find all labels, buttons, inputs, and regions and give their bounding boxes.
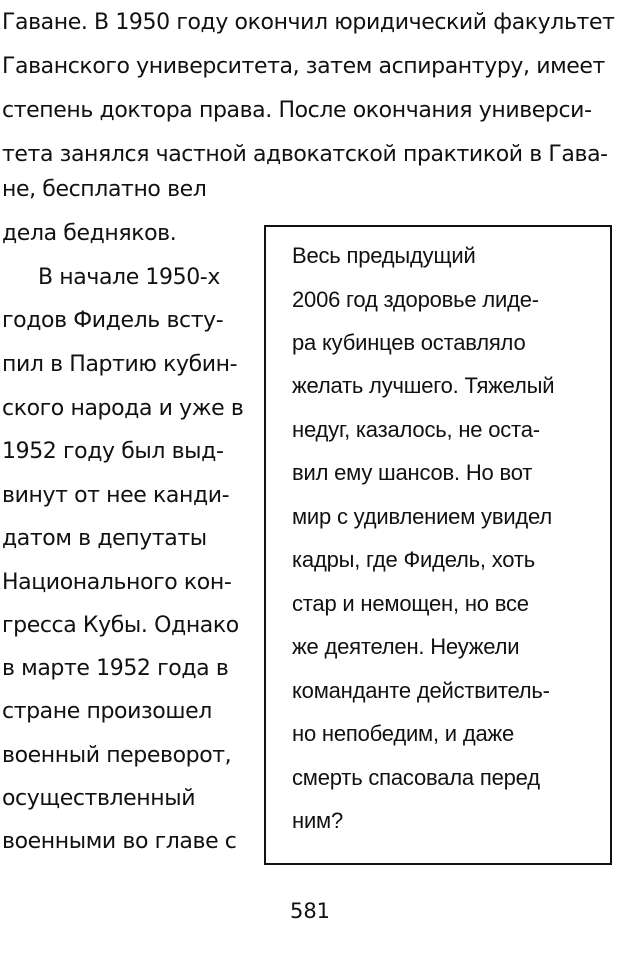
sidebar-text-line: мир с удивлением увидел: [292, 504, 552, 529]
sidebar-text-line: ра кубинцев оставляло: [292, 330, 526, 355]
column-text-line: годов Фидель всту-: [2, 308, 224, 333]
body-text-line: Гаване. В 1950 году окончил юридический факультет: [2, 10, 615, 35]
column-text-line: датом в депутаты: [2, 526, 207, 551]
body-text-line: степень доктора права. После окончания универси-: [2, 98, 592, 123]
body-text-line: Гаванского университета, затем аспирантуру, имеет: [2, 54, 605, 79]
column-text-line: военный переворот,: [2, 743, 232, 768]
page-number: 581: [289, 899, 331, 923]
sidebar-text-line: ним?: [292, 808, 343, 833]
sidebar-text-line: желать лучшего. Тяжелый: [292, 373, 555, 398]
column-text-line: осуществленный: [2, 786, 196, 811]
column-text-line: пил в Партию кубин-: [2, 352, 238, 377]
sidebar-text-line: 2006 год здоровье лиде-: [292, 287, 539, 312]
sidebar-text-line: стар и немощен, но все: [292, 591, 529, 616]
column-text-line: ского народа и уже в: [2, 396, 244, 421]
sidebar-box: [264, 225, 612, 865]
column-text-line: дела бедняков.: [2, 221, 177, 246]
body-text-line: не, бесплатно вел: [2, 177, 207, 202]
sidebar-text-line: же деятелен. Неужели: [292, 634, 520, 659]
sidebar-text-line: Весь предыдущий: [292, 243, 476, 268]
column-text-line: 1952 году был выд-: [2, 439, 224, 464]
body-text-line: тета занялся частной адвокатской практикой в Гава-: [2, 142, 608, 167]
sidebar-text-line: команданте действитель-: [292, 678, 550, 703]
column-text-line: В начале 1950-х: [38, 265, 220, 290]
sidebar-text-line: кадры, где Фидель, хоть: [292, 547, 535, 572]
column-text-line: стране произошел: [2, 699, 212, 724]
sidebar-text-line: но непобедим, и даже: [292, 721, 515, 746]
sidebar-text-line: недуг, казалось, не оста-: [292, 417, 540, 442]
column-text-line: в марте 1952 года в: [2, 656, 229, 681]
column-text-line: военными во главе с: [2, 829, 237, 854]
column-text-line: Национального кон-: [2, 570, 232, 595]
sidebar-text-line: вил ему шансов. Но вот: [292, 460, 533, 485]
column-text-line: гресса Кубы. Однако: [2, 613, 239, 638]
sidebar-text-line: смерть спасовала перед: [292, 765, 540, 790]
column-text-line: винут от нее канди-: [2, 483, 230, 508]
